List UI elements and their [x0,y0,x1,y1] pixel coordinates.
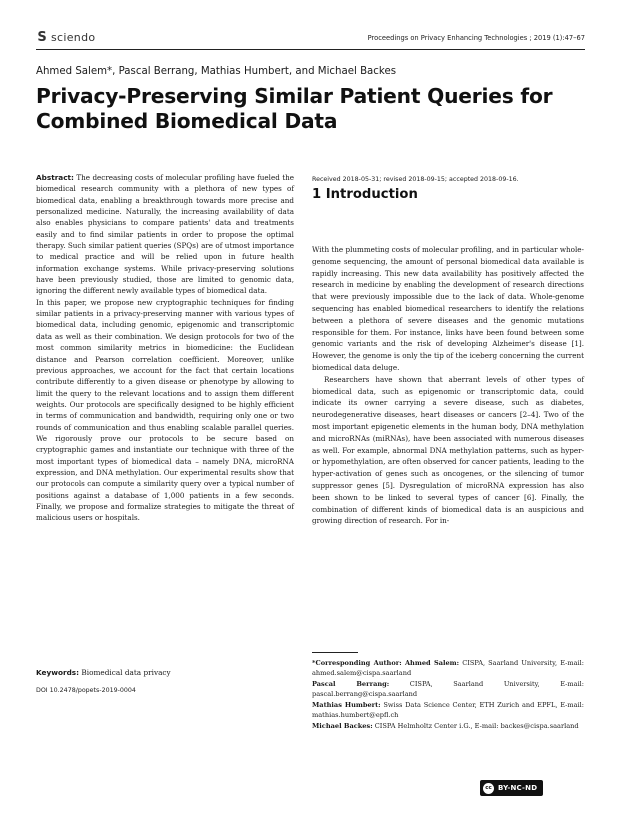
footnote-entry [312,721,584,731]
author-footnotes [312,658,584,732]
received-dates: Received 2018-05-31; revised 2018-09-15; accepted 2018-09-16. [312,176,519,183]
creative-commons-icon: cc [483,783,494,794]
keywords-value: Biomedical data privacy [81,668,171,677]
section-heading-introduction: 1 Introduction [312,187,418,202]
footnote-affiliation: CISPA Helmholtz Center i.G., E-mail: backes@cispa.saarland [372,722,579,730]
footnote-entry [312,658,584,678]
footnote-affiliation: CISPA, Saarland University, E-mail: ahmed.salem@cispa.saarland [312,659,584,677]
footnote-entry [312,679,584,699]
page-header [36,28,585,50]
footnote-affiliation: Swiss Data Science Center, ETH Zurich and EPFL, E-mail: mathias.humbert@epfl.ch [312,701,584,719]
sciendo-s-icon: S [37,30,47,45]
publisher-name: sciendo [51,31,96,44]
abstract [36,172,294,524]
abstract-paragraph-1 [36,172,294,297]
keywords-label: Keywords: [36,668,80,677]
footnote-divider [312,652,358,653]
license-label: BY-NC-ND [498,784,538,792]
footnote-author-name: Pascal Berrang: [312,680,390,688]
doi: DOI 10.2478/popets-2019-0004 [36,687,136,694]
footnote-affiliation: CISPA, Saarland University, E-mail: pascal.berrang@cispa.saarland [312,680,585,698]
intro-paragraph-2: Researchers have shown that aberrant levels of other types of biomedical data, such as epigenomic or transcriptomic data, could indicate its owner carrying a severe disease, such as diabetes, neurodegenerative diseases, heart diseases or cancers [2–4]. Two of the most important epigenetic elements in the human body, DNA methylation and microRNAs (miRNAs), have been associated with numerous diseases as well. For example, abnormal DNA methylation patterns, such as hyper- or hypomethylation, are often observed for cancer patients, leading to the hyper-activation of genes such as oncogenes, or the silencing of tumor suppressor genes [5]. Dysregulation of microRNA expression has also been shown to be linked to several types of cancer [6]. Finally, the combination of different kinds of biomedical data is an auspicious and growing direction of research. For in- [312,374,584,526]
footnote-author-name: Michael Backes: [312,722,373,730]
abstract-text-1: The decreasing costs of molecular profiling have fueled the biomedical research community with a plethora of new types of biomedical data, enabling a breakthrough towards more precise and personalized medicine. Naturally, the increasing availability of data also enables physicians to compare patients' data and treatments easily and to find similar patients in order to propose the optimal therapy. Such similar patient queries (SPQs) are of utmost importance to medical practice and will be relied upon in future health information exchange systems. While privacy-preserving solutions have been previously studied, those are limited to genomic data, ignoring the different newly available types of biomedical data. [36,173,294,296]
intro-paragraph-1: With the plummeting costs of molecular profiling, and in particular whole-genome sequencing, the amount of personal biomedical data available is rapidly increasing. This new data availability has positively affected the research in medicine by enabling the development of research directions that were previously impossible due to the lack of data. Whole-genome sequencing has enabled biomedical researchers to identify the relations between a plethora of severe diseases and the genomic mutations responsible for them. For instance, links have been found between some genomic variants and the risk of developing Alzheimer's disease [1]. However, the genome is only the tip of the iceberg concerning the current biomedical data deluge. [312,245,584,372]
publisher-logo [36,31,95,44]
abstract-paragraph-2: In this paper, we propose new cryptographic techniques for finding similar patients in a privacy-preserving manner with various types of biomedical data, including genomic, epigenomic and transcriptomic data as well as their combination. We design protocols for two of the most common similarity metrics in biomedicine: the Euclidean distance and Pearson correlation coefficient. Moreover, unlike previous approaches, we account for the fact that certain locations contribute differently to a given disease or phenotype by allowing to limit the query to the relevant locations and to assign them different weights. Our protocols are specifically designed to be highly efficient in terms of communication and bandwidth, requiring only one or two rounds of communication and thus enabling scalable parallel queries. We rigorously prove our protocols to be secure based on cryptographic games and instantiate our technique with three of the most important types of biomedical data – namely DNA, microRNA expression, and DNA methylation. Our experimental results show that our protocols can compute a similarity query over a typical number of positions against a database of 1,000 patients in a few seconds. Finally, we propose and formalize strategies to mitigate the threat of malicious users or hospitals. [36,297,294,523]
introduction-body [312,244,584,527]
license-badge [480,780,543,796]
keywords [36,668,294,677]
paper-title: Privacy-Preserving Similar Patient Queries for Combined Biomedical Data [36,84,553,133]
journal-citation: Proceedings on Privacy Enhancing Technologies ; 2019 (1):47–67 [367,34,585,42]
footnote-author-name: *Corresponding Author: Ahmed Salem: [312,659,460,667]
abstract-label: Abstract: [36,173,74,182]
footnote-entry [312,700,584,720]
author-list: Ahmed Salem*, Pascal Berrang, Mathias Humbert, and Michael Backes [36,66,397,77]
footnote-author-name: Mathias Humbert: [312,701,381,709]
